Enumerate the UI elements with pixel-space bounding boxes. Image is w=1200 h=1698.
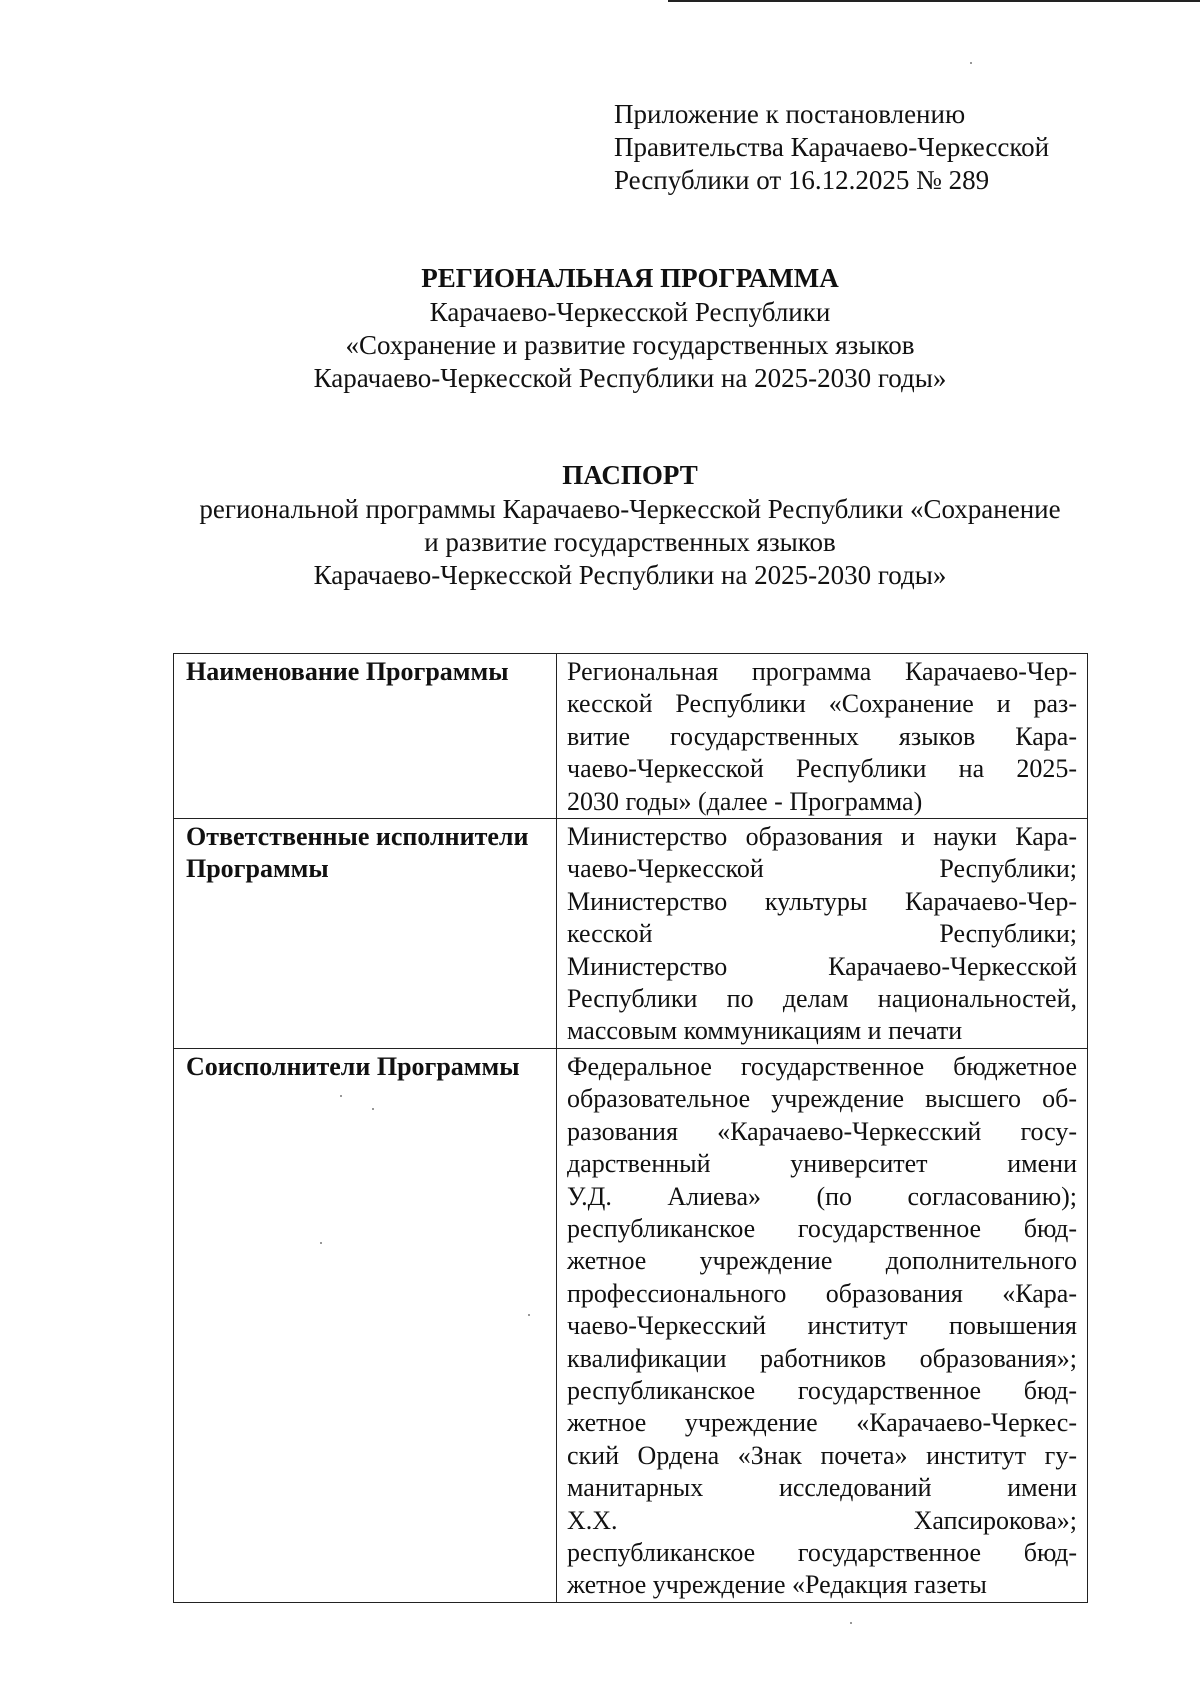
scan-speck — [970, 62, 972, 64]
passport-value-line: дарственный университет имени — [567, 1149, 1077, 1179]
scan-speck — [528, 1314, 530, 1316]
scan-edge-line — [668, 0, 1200, 2]
program-title: РЕГИОНАЛЬНАЯ ПРОГРАММА — [421, 263, 839, 293]
program-subtitle-line-3: Карачаево-Черкесской Республики на 2025-2030 годы» — [313, 363, 947, 393]
scan-speck — [320, 1242, 322, 1244]
scan-speck — [340, 1095, 342, 1097]
passport-value-line: чаево-Черкесской Республики; — [567, 854, 1077, 884]
passport-table-body — [174, 654, 1088, 1603]
passport-value-line: жетное учреждение дополнительного — [567, 1246, 1077, 1276]
passport-table — [173, 653, 1088, 1603]
passport-value-line: образовательное учреждение высшего об- — [567, 1084, 1077, 1114]
passport-row-label: Наименование Программы — [174, 654, 557, 819]
passport-value-line: республиканское государственное бюд- — [567, 1375, 1077, 1405]
passport-value-line: республиканское государственное бюд- — [567, 1213, 1077, 1243]
passport-value-line: Республики по делам национальностей, — [567, 984, 1077, 1014]
passport-value-line: Региональная программа Карачаево-Чер- — [567, 657, 1077, 686]
passport-value-line: витие государственных языков Кара- — [567, 721, 1077, 751]
passport-subtitle-line-2: и развитие государственных языков — [424, 527, 836, 557]
passport-value-line: жетное учреждение «Редакция газеты — [567, 1570, 987, 1600]
passport-value-line: чаево-Черкесский институт повышения — [567, 1311, 1077, 1341]
scan-speck — [372, 1108, 374, 1110]
passport-value-line: чаево-Черкесской Республики на 2025- — [567, 754, 1077, 784]
passport-value-line: Министерство культуры Карачаево-Чер- — [567, 886, 1077, 916]
program-subtitle-line-1: Карачаево-Черкесской Республики — [429, 297, 831, 327]
passport-value-line: Федеральное государственное бюджетное — [567, 1051, 1077, 1081]
scan-speck — [850, 1622, 852, 1624]
passport-value-line: кесской Республики «Сохранение и раз- — [567, 689, 1077, 719]
passport-value-line: республиканское государственное бюд- — [567, 1537, 1077, 1567]
passport-row-label: Соисполнители Программы — [174, 1048, 557, 1602]
approval-line-2: Правительства Карачаево-Черкесской — [614, 132, 1050, 162]
passport-value-line: У.Д. Алиева» (по согласованию); — [567, 1181, 1077, 1211]
passport-row-value — [557, 654, 1088, 819]
passport-row — [174, 819, 1088, 1049]
program-header — [150, 261, 1110, 395]
passport-value-line: квалификации работников образования»; — [567, 1343, 1077, 1373]
passport-value-line: Министерство образования и науки Кара- — [567, 822, 1077, 852]
passport-value-line: манитарных исследований имени — [567, 1473, 1077, 1503]
passport-value-line: жетное учреждение «Карачаево-Черкес- — [567, 1408, 1077, 1438]
passport-row-value — [557, 819, 1088, 1049]
approval-line-1: Приложение к постановлению — [614, 99, 966, 129]
passport-row-value — [557, 1048, 1088, 1602]
approval-line-3: Республики от 16.12.2025 № 289 — [614, 165, 990, 195]
passport-subtitle-line-1: региональной программы Карачаево-Черкесской Республики «Сохранение — [199, 494, 1061, 524]
passport-subtitle-line-3: Карачаево-Черкесской Республики на 2025-2030 годы» — [313, 560, 947, 590]
passport-value-line: кесской Республики; — [567, 919, 1077, 949]
passport-header — [150, 458, 1110, 592]
passport-value-line: профессионального образования «Кара- — [567, 1278, 1077, 1308]
passport-value-line: ский Ордена «Знак почета» институт гу- — [567, 1440, 1077, 1470]
passport-row — [174, 1048, 1088, 1602]
passport-value-line: Х.Х. Хапсирокова»; — [567, 1505, 1077, 1535]
passport-value-line: 2030 годы» (далее - Программа) — [567, 786, 923, 816]
passport-value-line: разования «Карачаево-Черкесский госу- — [567, 1116, 1077, 1146]
passport-row — [174, 654, 1088, 819]
passport-row-label: Ответственные исполнители Программы — [174, 819, 557, 1049]
passport-value-line: массовым коммуникациям и печати — [567, 1016, 963, 1046]
passport-title: ПАСПОРТ — [562, 460, 698, 490]
passport-value-line: Министерство Карачаево-Черкесской — [567, 951, 1077, 981]
program-subtitle-line-2: «Сохранение и развитие государственных языков — [345, 330, 915, 360]
approval-note — [614, 98, 1049, 197]
